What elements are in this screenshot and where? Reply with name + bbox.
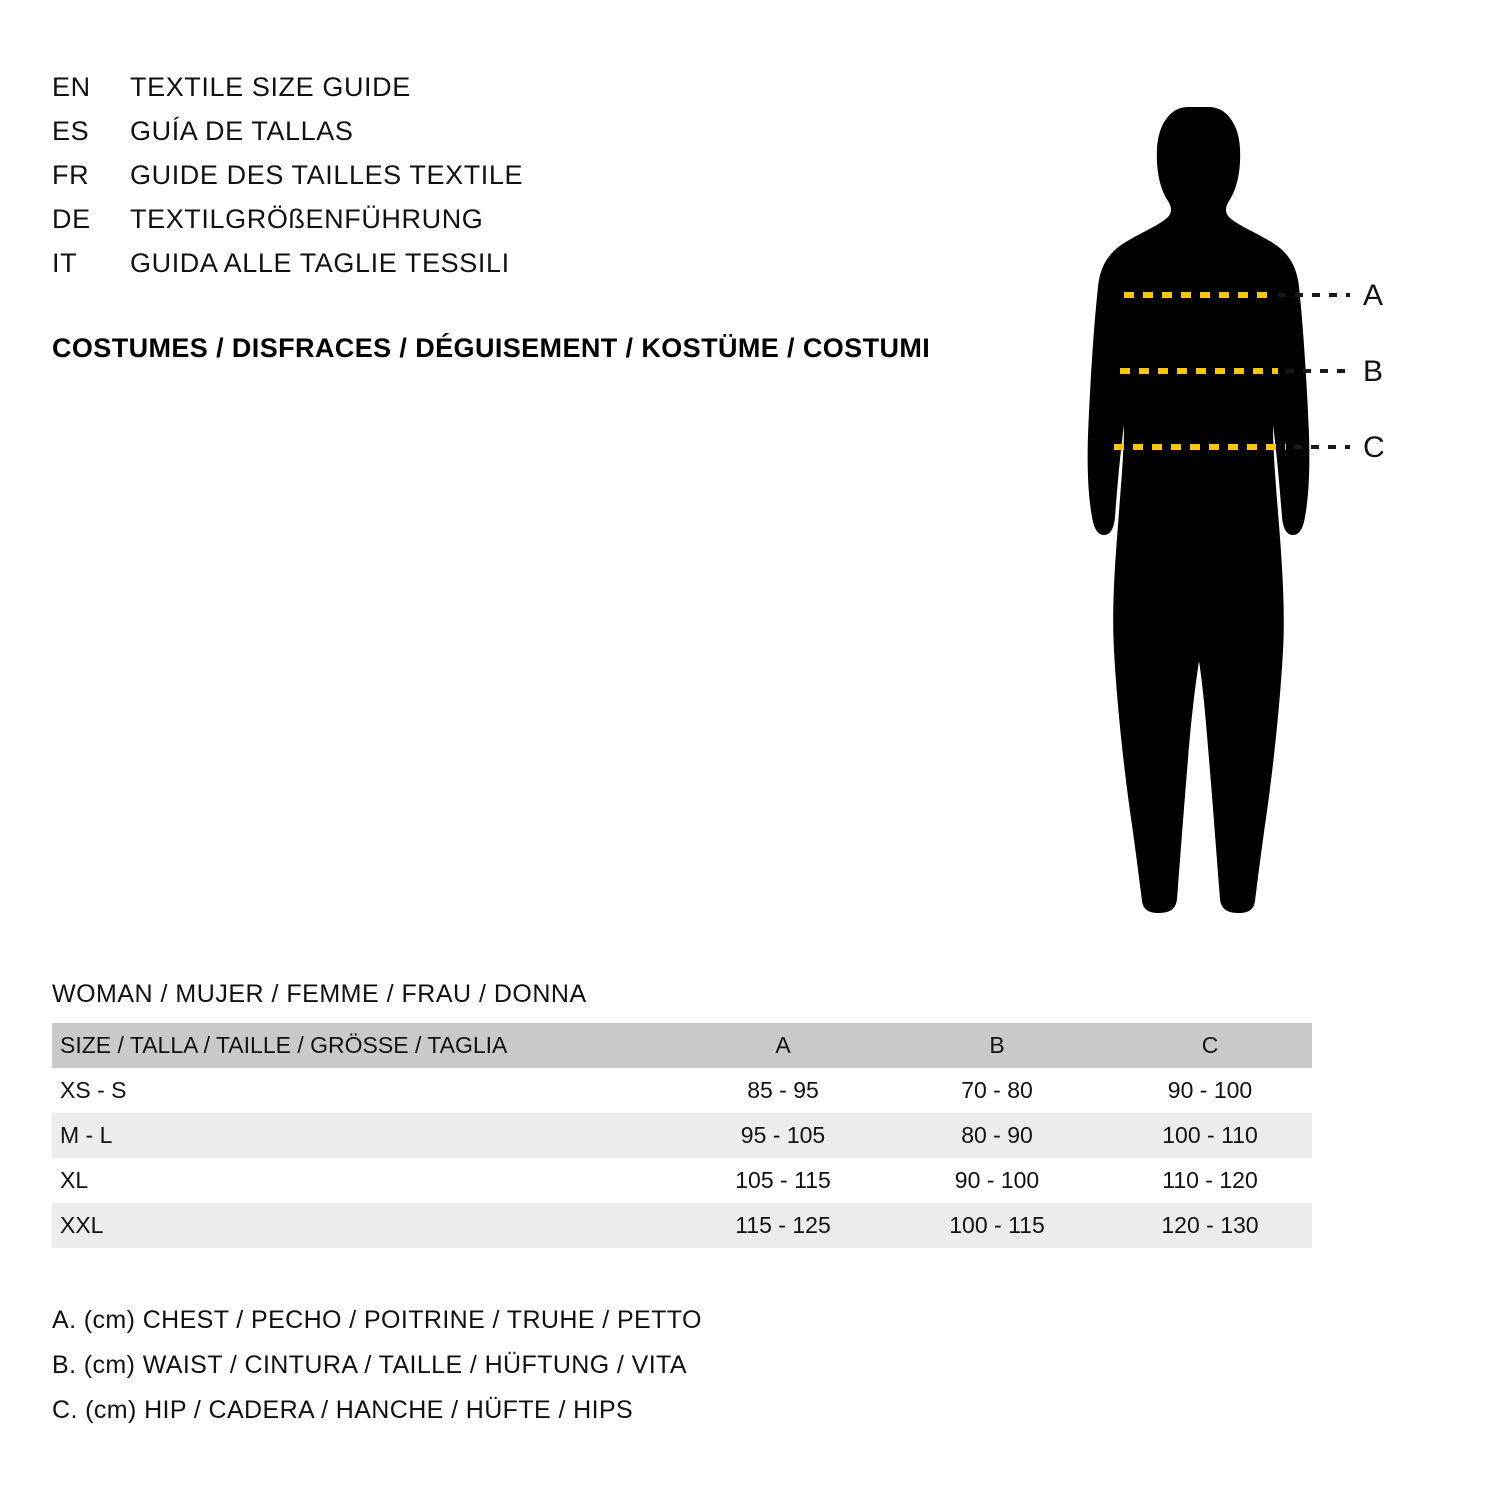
cell-a: 95 - 105 <box>740 1122 826 1148</box>
measurement-legend <box>52 1298 952 1433</box>
marker-label-a: A <box>1363 279 1384 312</box>
table-header <box>52 1023 1312 1068</box>
language-text-it: GUIDA ALLE TAGLIE TESSILI <box>130 248 510 278</box>
language-row-de <box>52 204 752 248</box>
female-silhouette-icon <box>1088 107 1310 913</box>
size-table <box>52 1023 1312 1248</box>
table-header-a: A <box>775 1032 791 1058</box>
table-body <box>52 1068 1312 1248</box>
language-code-en: EN <box>52 72 91 102</box>
cell-a: 85 - 95 <box>747 1077 819 1103</box>
marker-label-c: C <box>1363 431 1385 464</box>
language-text-es: GUÍA DE TALLAS <box>130 116 354 146</box>
cell-size: XXL <box>60 1212 104 1238</box>
table-row <box>52 1113 1312 1158</box>
language-list <box>52 72 752 292</box>
legend-row-b: B. (cm) WAIST / CINTURA / TAILLE / HÜFTUNG / VITA <box>52 1351 687 1379</box>
language-row-it <box>52 248 752 292</box>
language-row-es <box>52 116 752 160</box>
category-line: COSTUMES / DISFRACES / DÉGUISEMENT / KOSTÜME / COSTUMI <box>52 333 931 363</box>
language-code-de: DE <box>52 204 91 234</box>
cell-size: XS - S <box>60 1077 127 1103</box>
language-text-fr: GUIDE DES TAILLES TEXTILE <box>130 160 524 190</box>
table-header-c: C <box>1201 1032 1219 1058</box>
cell-a: 105 - 115 <box>735 1167 831 1193</box>
cell-b: 90 - 100 <box>954 1167 1040 1193</box>
cell-size: XL <box>60 1167 89 1193</box>
cell-b: 70 - 80 <box>961 1077 1033 1103</box>
cell-c: 90 - 100 <box>1167 1077 1253 1103</box>
language-code-fr: FR <box>52 160 90 190</box>
size-table-section <box>52 980 1312 1248</box>
marker-label-b: B <box>1363 355 1384 388</box>
language-text-en: TEXTILE SIZE GUIDE <box>130 72 411 102</box>
legend-row-a: A. (cm) CHEST / PECHO / POITRINE / TRUHE / PETTO <box>52 1306 702 1334</box>
cell-a: 115 - 125 <box>735 1212 831 1238</box>
language-row-en <box>52 72 752 116</box>
language-text-de: TEXTILGRÖßENFÜHRUNG <box>130 204 484 234</box>
legend-row-c: C. (cm) HIP / CADERA / HANCHE / HÜFTE / HIPS <box>52 1396 634 1424</box>
table-row <box>52 1158 1312 1203</box>
cell-c: 110 - 120 <box>1162 1167 1258 1193</box>
language-code-it: IT <box>52 248 78 278</box>
cell-b: 100 - 115 <box>949 1212 1045 1238</box>
table-header-size: SIZE / TALLA / TAILLE / GRÖSSE / TAGLIA <box>60 1032 508 1058</box>
body-measurement-diagram <box>1020 55 1450 935</box>
table-caption: WOMAN / MUJER / FEMME / FRAU / DONNA <box>52 980 587 1008</box>
cell-size: M - L <box>60 1122 113 1148</box>
cell-b: 80 - 90 <box>961 1122 1033 1148</box>
cell-c: 120 - 130 <box>1161 1212 1259 1238</box>
table-row <box>52 1203 1312 1248</box>
cell-c: 100 - 110 <box>1162 1122 1258 1148</box>
table-header-row <box>52 1023 1312 1068</box>
table-header-b: B <box>989 1032 1005 1058</box>
language-code-es: ES <box>52 116 90 146</box>
table-row <box>52 1068 1312 1113</box>
language-row-fr <box>52 160 752 204</box>
